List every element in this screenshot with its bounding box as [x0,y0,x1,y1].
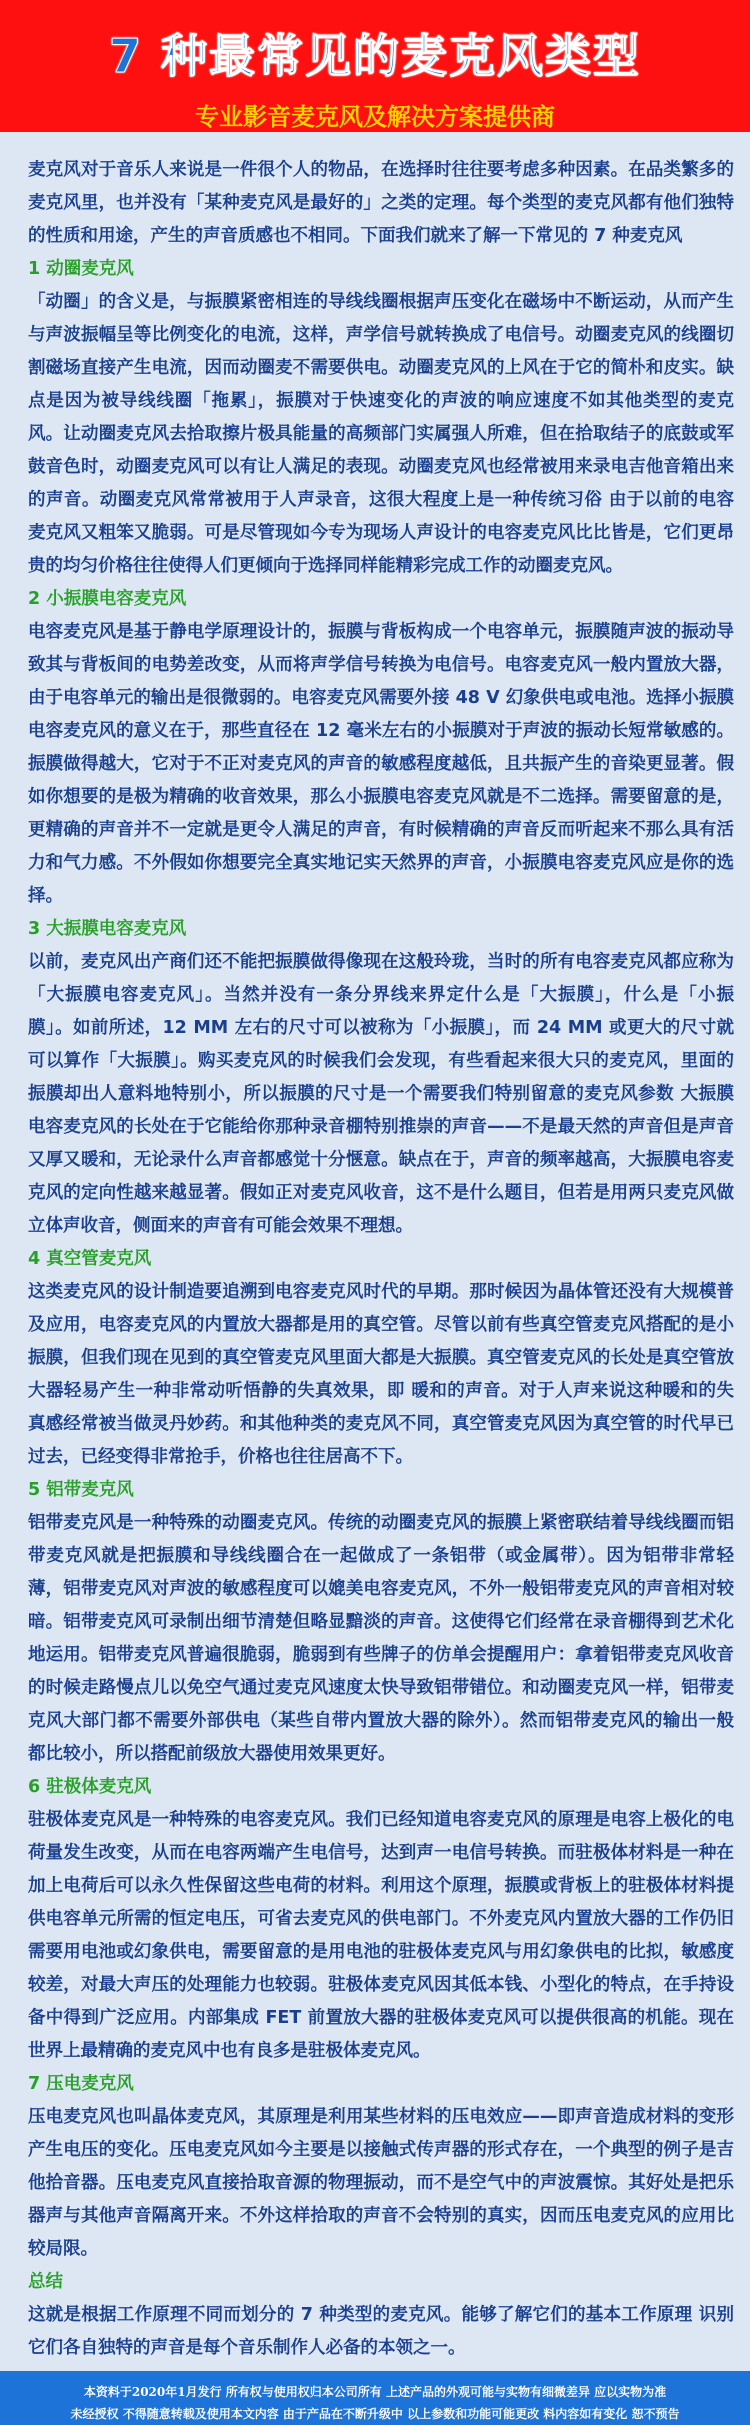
footer-line-1: 本资料于2020年1月发行 所有权与使用权归本公司所有 上述产品的外观可能与实物有细微差异 应以实物为准 [83,2385,667,2399]
section-body-ribbon: 铝带麦克风是一种特殊的动圈麦克风。传统的动圈麦克风的振膜上紧密联结着导线线圈而铝带麦克风就是把振膜和导线线圈合在一起做成了一条铝带（或金属带）。因为铝带非常轻薄，铝带麦克风对声波的敏感程度可以媲美电容麦克风，不外一般铝带麦克风的声音相对较暗。铝带麦克风可录制出细节清楚但略显黯淡的声音。这使得它们经常在录音棚得到艺术化地运用。铝带麦克风普遍很脆弱，脆弱到有些牌子的仿单会提醒用户：拿着铝带麦克风收音的时候走路慢点儿以免空气通过麦克风速度太快导致铝带错位。和动圈麦克风一样，铝带麦克风大部门都不需要外部供电（某些自带内置放大器的除外）。然而铝带麦克风的输出一般都比较小，所以搭配前级放大器使用效果更好。 [28,1513,734,1764]
section-heading-dynamic: 1 动圈麦克风 [28,259,134,279]
section-body-tube: 这类麦克风的设计制造要追溯到电容麦克风时代的早期。那时候因为晶体管还没有大规模普及应用，电容麦克风的内置放大器都是用的真空管。尽管以前有些真空管麦克风搭配的是小振膜，但我们现在见到的真空管麦克风里面大都是大振膜。真空管麦克风的长处是真空管放大器轻易产生一种非常动听悟静的失真效果，即 暖和的声音。对于人声来说这种暖和的失真感经常被当做灵丹妙药。和其他种类的麦克风不同，真空管麦克风因为真空管的时代早已过去，已经变得非常抢手，价格也往往居高不下。 [28,1282,734,1467]
section-heading-ribbon: 5 铝带麦克风 [28,1480,134,1500]
section-body-summary: 这就是根据工作原理不同而划分的 7 种类型的麦克风。能够了解它们的基本工作原理 识别它们各自独特的声音是每个音乐制作人必备的本领之一。 [28,2305,734,2358]
section-heading-electret: 6 驻极体麦克风 [28,1777,152,1797]
section-heading-small-diaphragm: 2 小振膜电容麦克风 [28,589,187,609]
section-body-piezo: 压电麦克风也叫晶体麦克风，其原理是利用某些材料的压电效应——即声音造成材料的变形产生电压的变化。压电麦克风如今主要是以接触式传声器的形式存在，一个典型的例子是吉他拾音器。压电麦克风直接拾取音源的物理振动，而不是空气中的声波震惊。其好处是把乐器声与其他声音隔离开来。不外这样拾取的声音不会特别的真实，因而压电麦克风的应用比较局限。 [28,2107,734,2259]
page-title: 7 种最常见的麦克风类型 [108,29,642,83]
header-banner [0,0,750,132]
section-body-dynamic: 「动圈」的含义是，与振膜紧密相连的导线线圈根据声压变化在磁场中不断运动，从而产生与声波振幅呈等比例变化的电流，这样，声学信号就转换成了电信号。动圈麦克风的线圈切割磁场直接产生电流，因而动圈麦不需要供电。动圈麦克风的上风在于它的简朴和皮实。缺点是因为被导线线圈「拖累」，振膜对于快速变化的声波的响应速度不如其他类型的麦克风。让动圈麦克风去拾取擦片极具能量的高频部门实属强人所难，但在拾取结子的底鼓或军鼓音色时，动圈麦克风可以有让人满足的表现。动圈麦克风也经常被用来录电吉他音箱出来的声音。动圈麦克风常常被用于人声录音，这很大程度上是一种传统习俗 由于以前的电容麦克风又粗笨又脆弱。可是尽管现如今专为现场人声设计的电容麦克风比比皆是，它们更昂贵的均匀价格往往使得人们更倾向于选择同样能精彩完成工作的动圈麦克风。 [28,292,734,576]
intro-paragraph: 麦克风对于音乐人来说是一件很个人的物品，在选择时往往要考虑多种因素。在品类繁多的麦克风里，也并没有「某种麦克风是最好的」之类的定理。每个类型的麦克风都有他们独特的性质和用途，产生的声音质感也不相同。下面我们就来了解一下常见的 7 种麦克风 [28,160,734,246]
section-body-small-diaphragm: 电容麦克风是基于静电学原理设计的，振膜与背板构成一个电容单元，振膜随声波的振动导致其与背板间的电势差改变，从而将声学信号转换为电信号。电容麦克风一般内置放大器，由于电容单元的输出是很微弱的。电容麦克风需要外接 48 V 幻象供电或电池。选择小振膜电容麦克风的意义在于，那些直径在 12 毫米左右的小振膜对于声波的振动长短常敏感的。振膜做得越大，它对于不正对麦克风的声音的敏感程度越低，且共振产生的音染更显著。假如你想要的是极为精确的收音效果，那么小振膜电容麦克风就是不二选择。需要留意的是，更精确的声音并不一定就是更令人满足的声音，有时候精确的声音反而听起来不那么具有活力和气力感。不外假如你想要完全真实地记实天然界的声音，小振膜电容麦克风应是你的选择。 [28,622,734,906]
section-body-electret: 驻极体麦克风是一种特殊的电容麦克风。我们已经知道电容麦克风的原理是电容上极化的电荷量发生改变，从而在电容两端产生电信号，达到声一电信号转换。而驻极体材料是一种在加上电荷后可以永久性保留这些电荷的材料。利用这个原理，振膜或背板上的驻极体材料提供电容单元所需的恒定电压，可省去麦克风的供电部门。不外麦克风内置放大器的工作仍旧需要用电池或幻象供电，需要留意的是用电池的驻极体麦克风与用幻象供电的比拟，敏感度较差，对最大声压的处理能力也较弱。驻极体麦克风因其低本钱、小型化的特点，在手持设备中得到广泛应用。内部集成 FET 前置放大器的驻极体麦克风可以提供很高的机能。现在世界上最精确的麦克风中也有良多是驻极体麦克风。 [28,1810,734,2061]
page-subtitle: 专业影音麦克风及解决方案提供商 [195,103,555,131]
footer-disclaimer [0,2371,750,2425]
footer-line-2: 未经授权 不得随意转载及使用本文内容 由于产品在不断升级中 以上参数和功能可能更改 料内容如有变化 恕不预告 [70,2407,680,2421]
section-body-large-diaphragm: 以前，麦克风出产商们还不能把振膜做得像现在这般玲珑，当时的所有电容麦克风都应称为「大振膜电容麦克风」。当然并没有一条分界线来界定什么是「大振膜」，什么是「小振膜」。如前所述，12 MM 左右的尺寸可以被称为「小振膜」，而 24 MM 或更大的尺寸就可以算作「大振膜」。购买麦克风的时候我们会发现，有些看起来很大只的麦克风，里面的振膜却出人意料地特别小，所以振膜的尺寸是一个需要我们特别留意的麦克风参数 大振膜电容麦克风的长处在于它能给你那种录音棚特别推崇的声音——不是最天然的声音但是声音又厚又暖和，无论录什么声音都感觉十分惬意。缺点在于，声音的频率越高，大振膜电容麦克风的定向性越来越显著。假如正对麦克风收音，这不是什么题目，但若是用两只麦克风做立体声收音，侧面来的声音有可能会效果不理想。 [28,952,734,1236]
section-heading-summary: 总结 [28,2272,63,2292]
article-body [0,132,750,2371]
section-heading-piezo: 7 压电麦克风 [28,2074,134,2094]
section-heading-large-diaphragm: 3 大振膜电容麦克风 [28,919,187,939]
section-heading-tube: 4 真空管麦克风 [28,1249,152,1269]
